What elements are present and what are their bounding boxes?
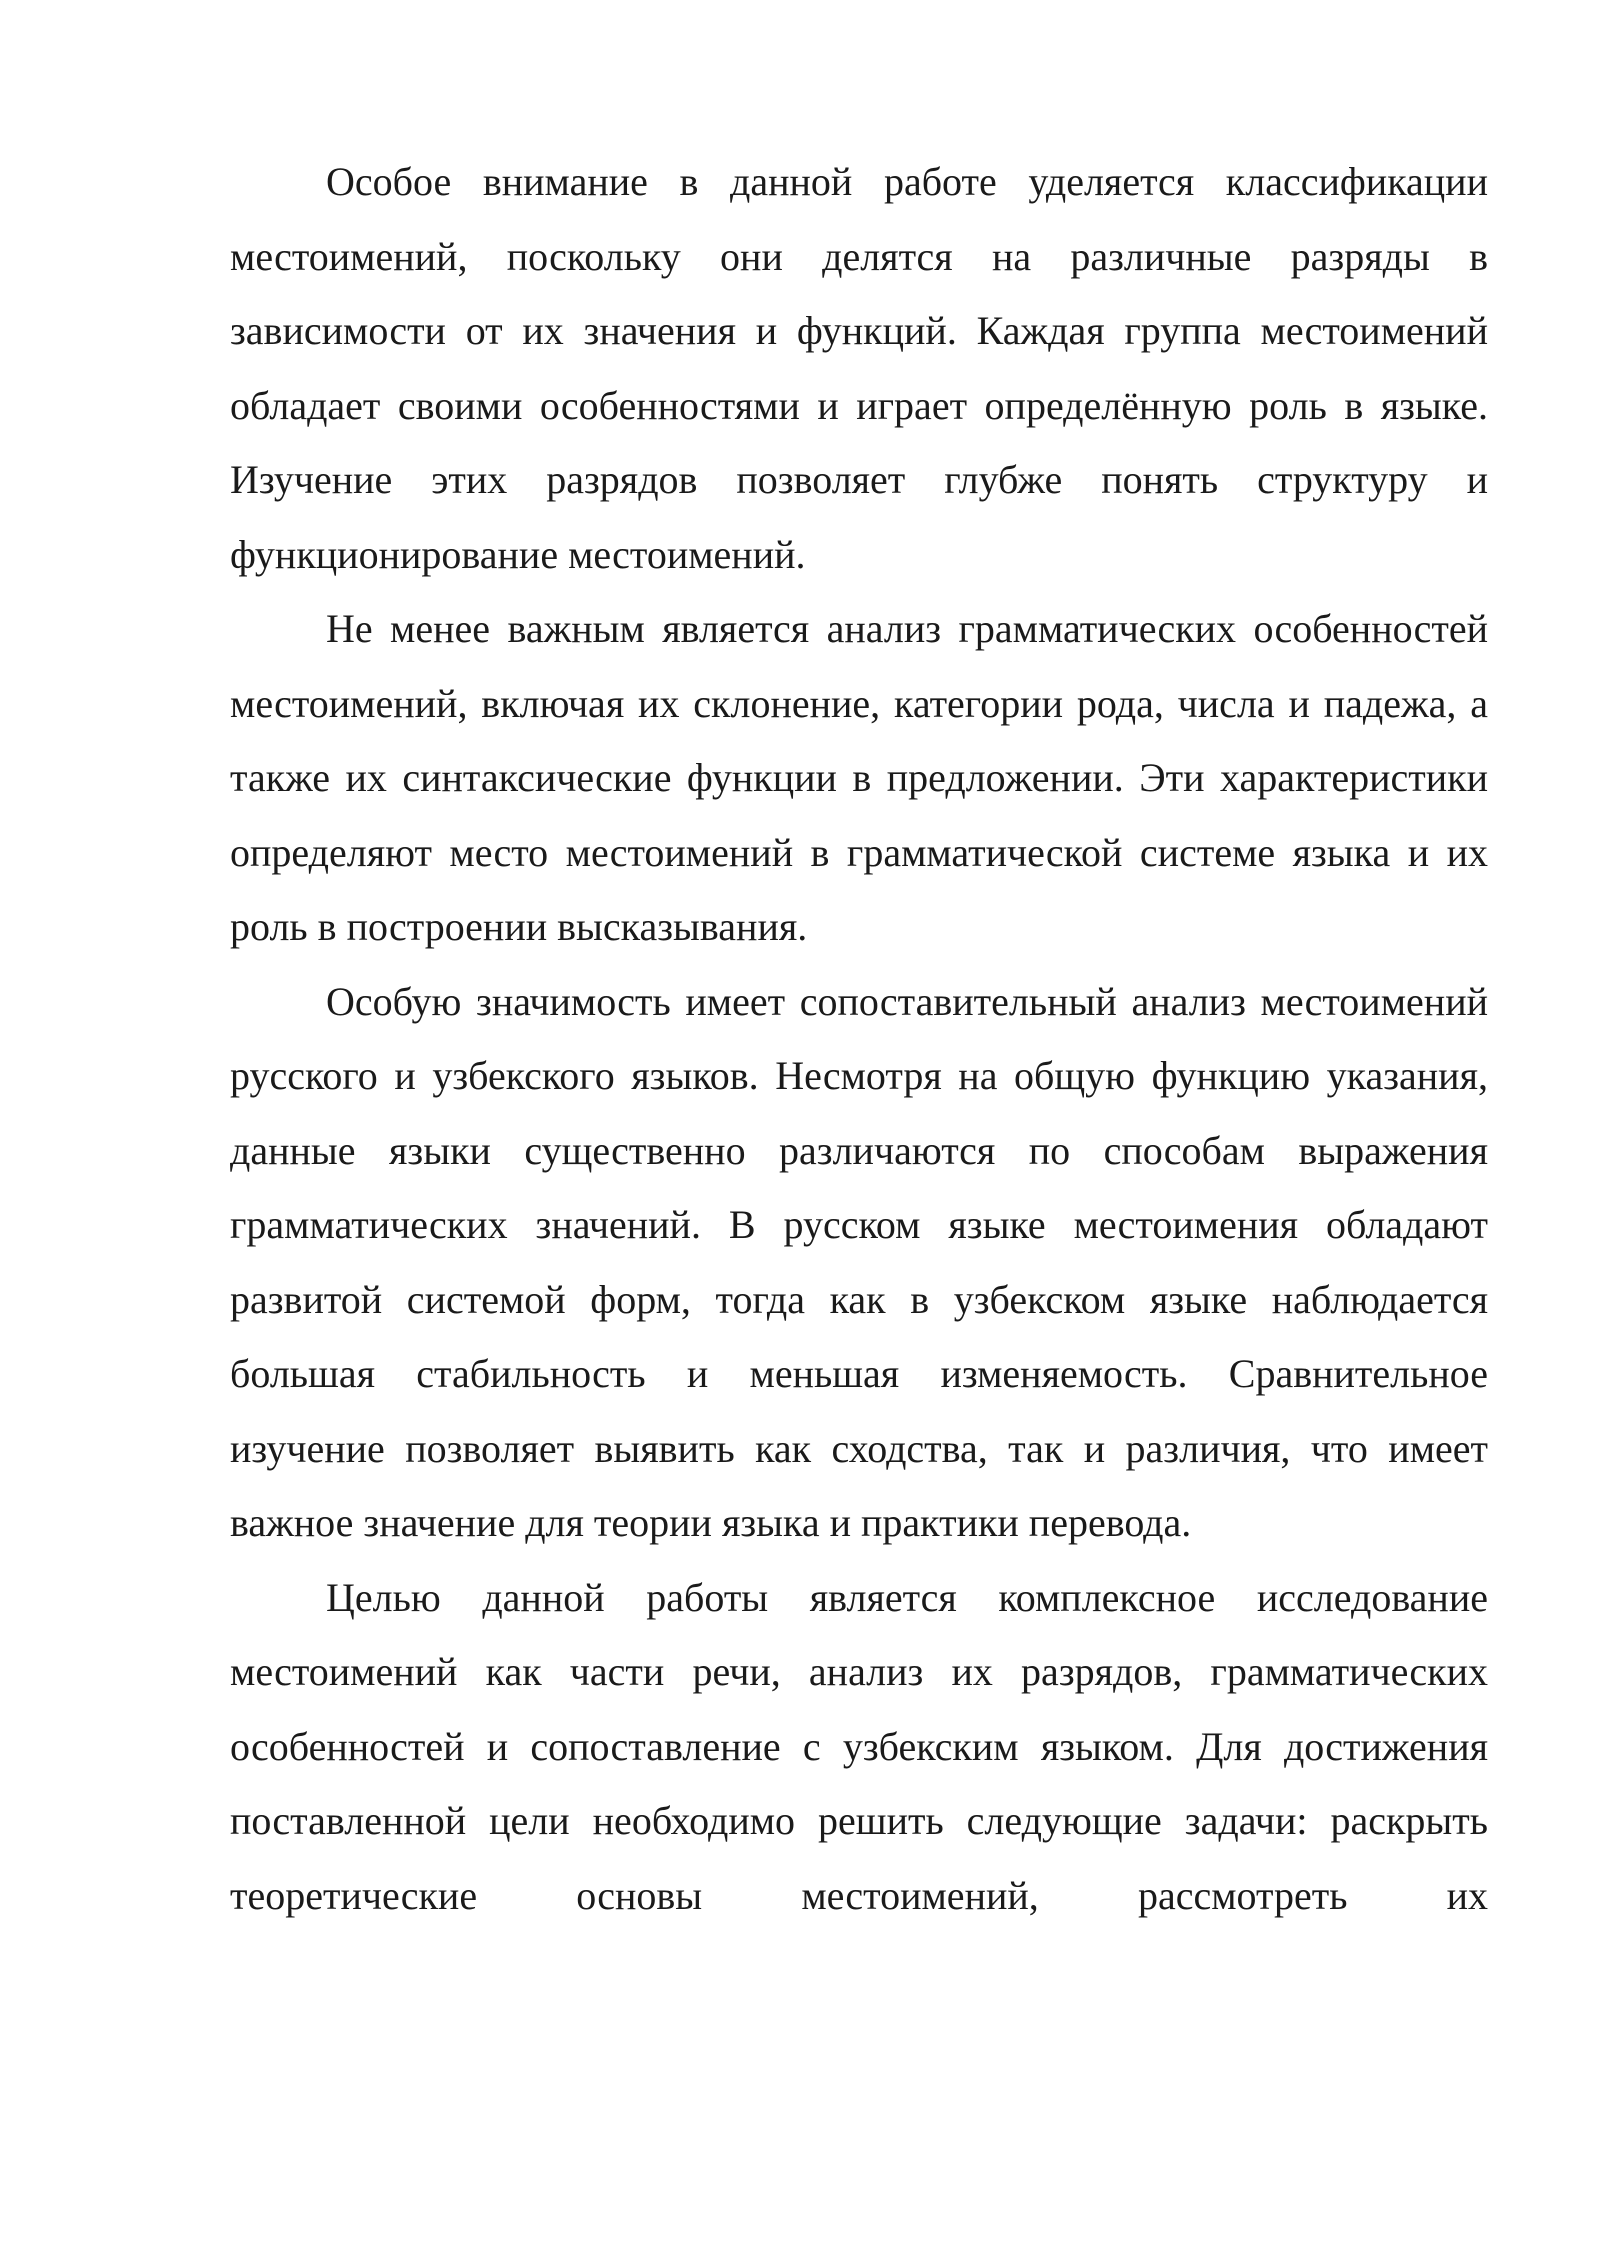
paragraph: Не менее важным является анализ грамматических особенностей местоимений, включая их склонение, категории рода, числа и падежа, а также их синтаксические функции в предложении. Эти характеристики определяют место местоимений в грамматической системе языка и их роль в построении высказывания. (230, 606, 1488, 949)
document-body (230, 145, 1488, 1933)
paragraph: Особое внимание в данной работе уделяется классификации местоимений, поскольку они делятся на различные разряды в зависимости от их значения и функций. Каждая группа местоимений обладает своими особенностями и играет определённую роль в языке. Изучение этих разрядов позволяет глубже понять структуру и функционирование местоимений. (230, 159, 1488, 577)
paragraph: Целью данной работы является комплексное исследование местоимений как части речи, анализ их разрядов, грамматических особенностей и сопоставление с узбекским языком. Для достижения поставленной цели необходимо решить следующие задачи: раскрыть теоретические основы местоимений, рассмотреть их (230, 1574, 1488, 1918)
paragraph: Особую значимость имеет сопоставительный анализ местоимений русского и узбекского языков. Несмотря на общую функцию указания, данные языки существенно различаются по способам выражения грамматических значений. В русском языке местоимения обладают развитой системой форм, тогда как в узбекском языке наблюдается большая стабильность и меньшая изменяемость. Сравнительное изучение позволяет выявить как сходства, так и различия, что имеет важное значение для теории языка и практики перевода. (230, 978, 1488, 1545)
